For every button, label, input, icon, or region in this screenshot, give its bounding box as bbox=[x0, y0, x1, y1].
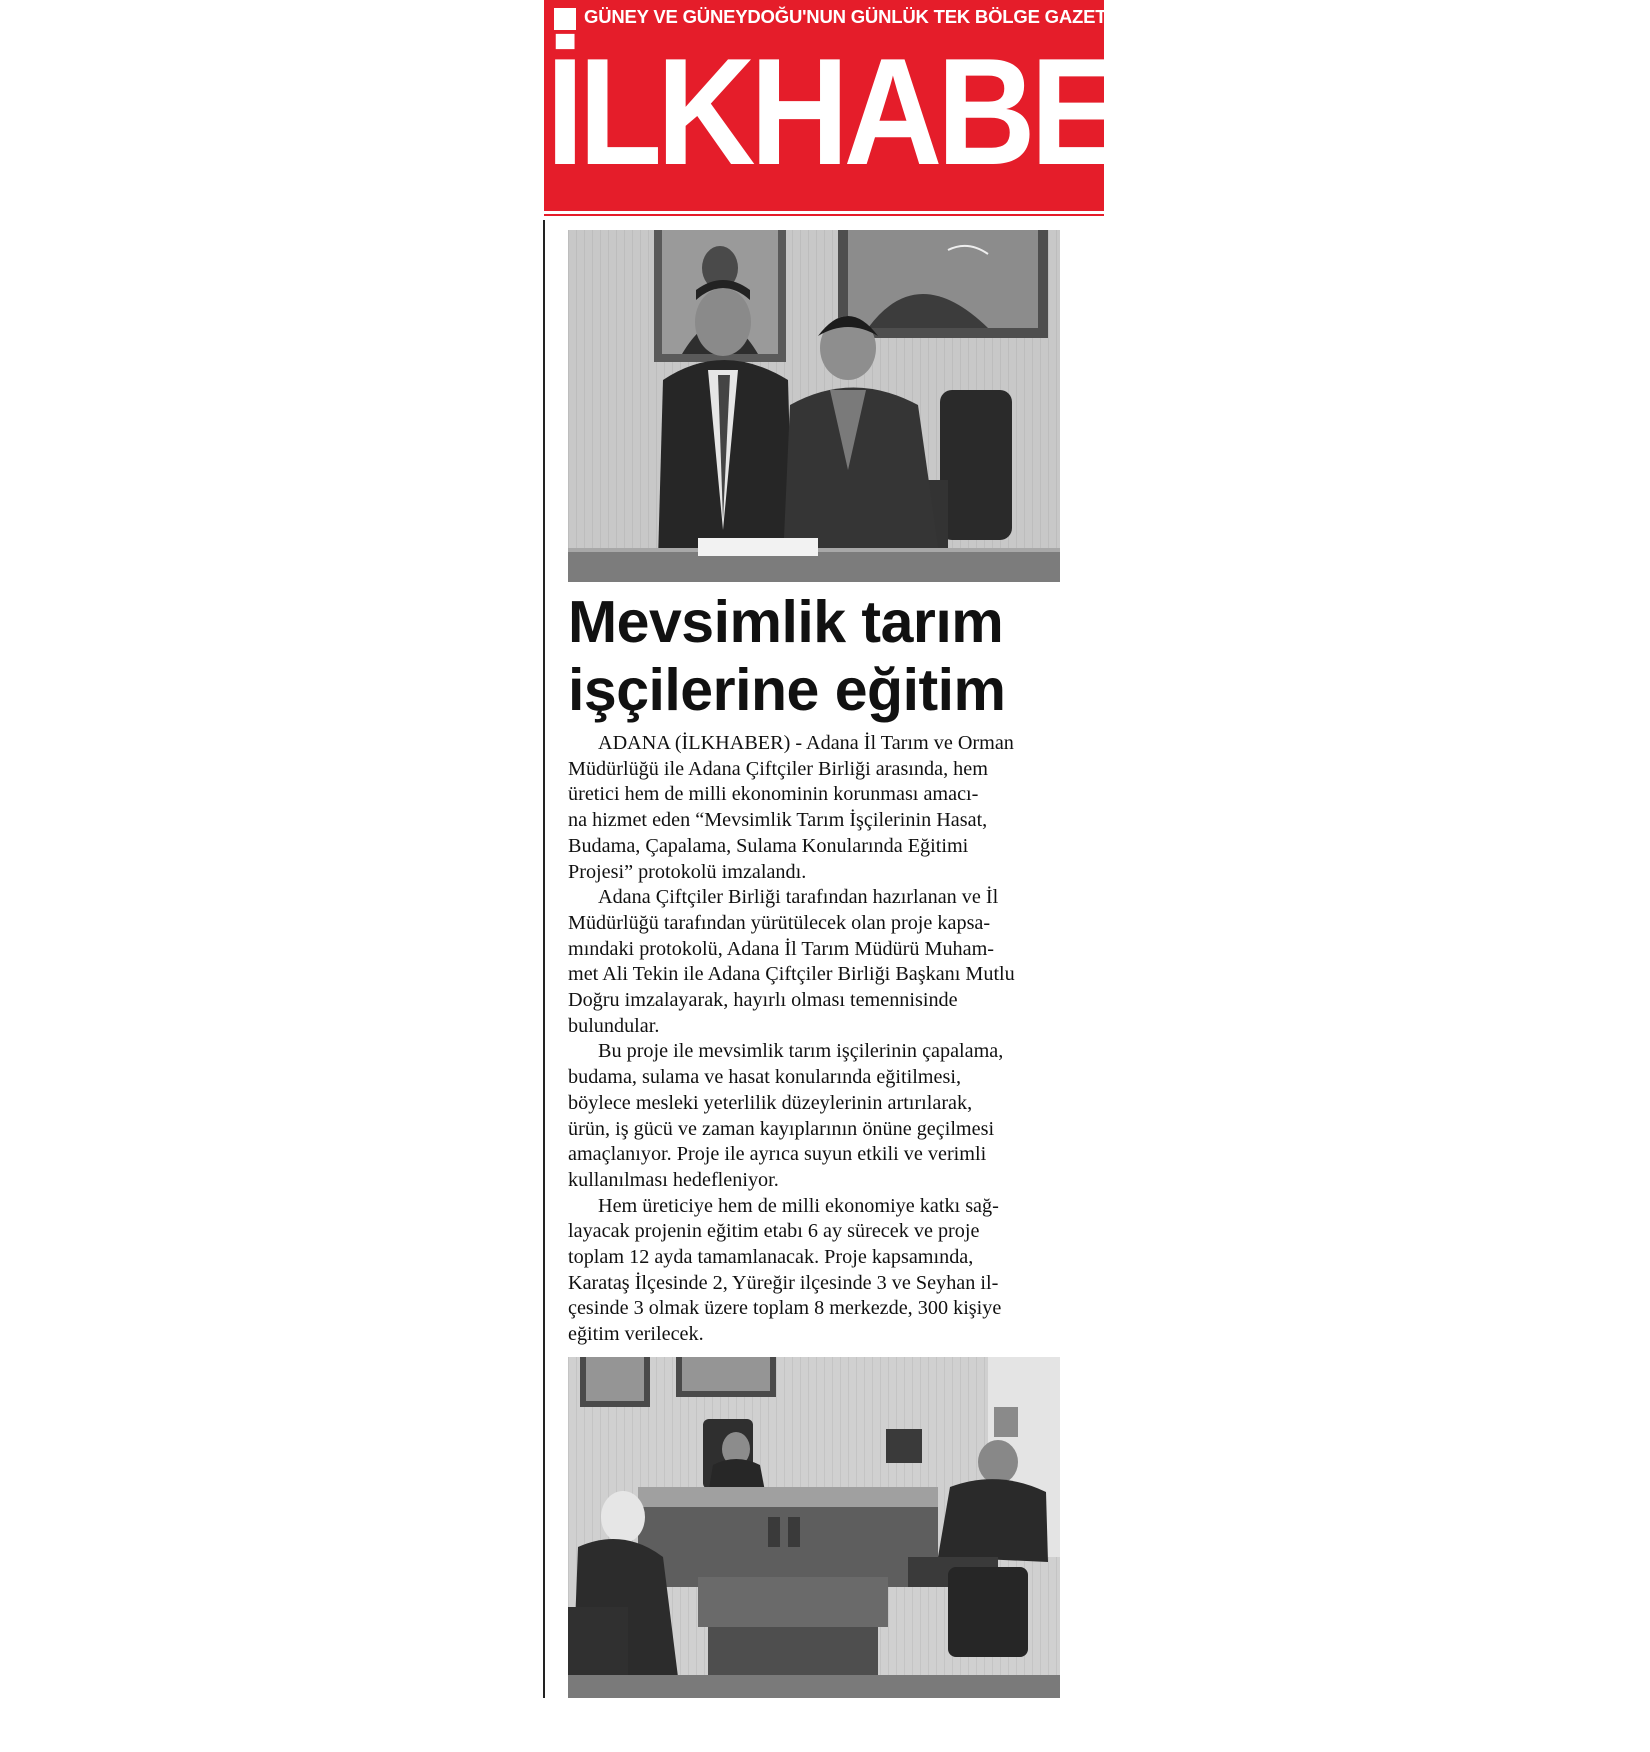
text-line: na hizmet eden “Mevsimlik Tarım İşçilerinin Hasat, bbox=[568, 809, 988, 832]
signing-ceremony-photo bbox=[568, 230, 1060, 582]
text-line: Budama, Çapalama, Sulama Konularında Eğitimi bbox=[568, 834, 969, 857]
masthead-tagline: GÜNEY VE GÜNEYDOĞU'NUN GÜNLÜK TEK BÖLGE GAZETESİ bbox=[584, 6, 1136, 27]
text-line: çesinde 3 olmak üzere toplam 8 merkezde, 300 kişiye bbox=[568, 1297, 1002, 1320]
text-line: ürün, iş gücü ve zaman kayıplarının önüne geçilmesi bbox=[568, 1117, 995, 1140]
article-paragraph bbox=[568, 885, 1060, 1039]
text-line: Müdürlüğü ile Adana Çiftçiler Birliği arasında, hem bbox=[568, 757, 988, 780]
text-line: Karataş İlçesinde 2, Yüreğir ilçesinde 3 ve Seyhan il- bbox=[568, 1271, 999, 1294]
text-line: Bu proje ile mevsimlik tarım işçilerinin çapalama, bbox=[598, 1040, 1004, 1063]
text-line: Adana Çiftçiler Birliği tarafından hazırlanan ve İl bbox=[598, 886, 999, 909]
headline-line: işçilerine eğitim bbox=[568, 657, 1006, 723]
column-rule bbox=[543, 220, 545, 1698]
text-line: met Ali Tekin ile Adana Çiftçiler Birliği Başkanı Mutlu bbox=[568, 963, 1015, 986]
headline-line: Mevsimlik tarım bbox=[568, 589, 1004, 655]
article-paragraph bbox=[568, 1194, 1060, 1348]
article-paragraph bbox=[568, 731, 1060, 885]
article-headline bbox=[568, 588, 1068, 724]
text-line: layacak projenin eğitim etabı 6 ay sürecek ve proje bbox=[568, 1220, 980, 1243]
text-line: bulundular. bbox=[568, 1014, 660, 1037]
newspaper-logo: İLKHABER bbox=[546, 27, 1210, 197]
text-line: ADANA (İLKHABER) - Adana İl Tarım ve Orman bbox=[598, 732, 1014, 754]
text-line: amaçlanıyor. Proje ile ayrıca suyun etkili ve verimli bbox=[568, 1143, 987, 1166]
text-line: Doğru imzalayarak, hayırlı olması temennisinde bbox=[568, 989, 958, 1012]
text-line: eğitim verilecek. bbox=[568, 1323, 704, 1346]
text-line: toplam 12 ayda tamamlanacak. Proje kapsamında, bbox=[568, 1246, 974, 1269]
text-line: kullanılması hedefleniyor. bbox=[568, 1168, 779, 1191]
text-line: mındaki protokolü, Adana İl Tarım Müdürü Muham- bbox=[568, 937, 995, 960]
text-line: üretici hem de milli ekonominin korunması amacı- bbox=[568, 783, 979, 806]
office-meeting-photo bbox=[568, 1357, 1060, 1698]
masthead-divider-red bbox=[544, 214, 1104, 216]
text-line: Müdürlüğü tarafından yürütülecek olan proje kapsa- bbox=[568, 911, 991, 934]
text-line: Projesi” protokolü imzalandı. bbox=[568, 860, 807, 883]
text-line: budama, sulama ve hasat konularında eğitilmesi, bbox=[568, 1066, 961, 1089]
article-paragraph bbox=[568, 1039, 1060, 1193]
text-line: böylece mesleki yeterlilik düzeylerinin artırılarak, bbox=[568, 1091, 973, 1114]
newspaper-masthead bbox=[544, 0, 1210, 216]
text-line: Hem üreticiye hem de milli ekonomiye katkı sağ- bbox=[598, 1194, 999, 1217]
article-body bbox=[568, 731, 1060, 1348]
